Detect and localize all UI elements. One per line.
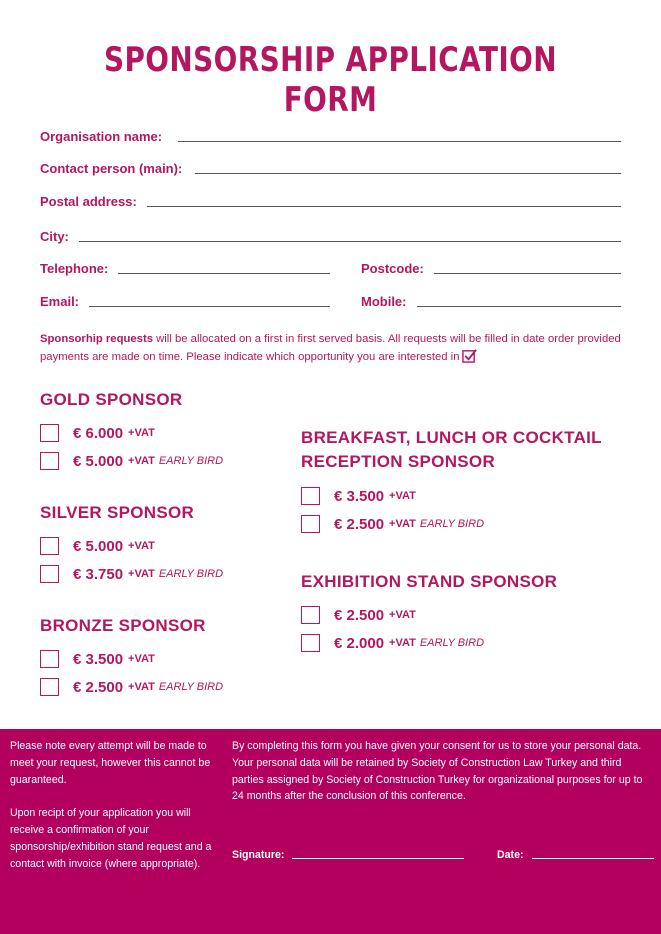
gold-checkbox-2[interactable] [40,452,59,470]
silver-option-1[interactable] [40,536,159,556]
exhibition-early-bird: EARLY BIRD [419,637,485,649]
gold-price-2: € 5.000 [73,452,124,470]
gold-heading: GOLD SPONSOR [40,390,183,409]
organisation-line[interactable] [178,141,621,142]
postcode-line[interactable] [434,273,621,274]
silver-vat-1: +VAT [128,540,155,552]
breakfast-option-2[interactable] [301,514,484,534]
silver-checkbox-1[interactable] [40,537,59,555]
postal-line[interactable] [147,206,621,207]
postal-label: Postal address: [40,194,137,209]
bronze-vat-1: +VAT [128,653,155,665]
silver-early-bird: EARLY BIRD [158,568,224,580]
gold-checkbox-1[interactable] [40,424,59,442]
bronze-heading: BRONZE SPONSOR [40,616,206,635]
exhibition-vat-1: +VAT [389,609,416,621]
gold-vat-1: +VAT [128,427,155,439]
exhibition-heading: EXHIBITION STAND SPONSOR [301,572,558,591]
exhibition-checkbox-1[interactable] [301,606,320,624]
exhibition-vat-2: +VAT [389,637,416,649]
signature-field[interactable] [232,845,464,861]
allocation-notice [40,331,630,366]
bronze-option-1[interactable] [40,649,159,669]
checkbox-tick-icon [462,348,477,363]
bronze-price-1: € 3.500 [73,650,124,668]
postal-field[interactable] [40,189,621,209]
contact-label: Contact person (main): [40,161,183,176]
email-field[interactable] [40,289,330,309]
telephone-line[interactable] [118,273,330,274]
silver-price-2: € 3.750 [73,565,124,583]
bronze-early-bird: EARLY BIRD [158,681,224,693]
silver-heading: SILVER SPONSOR [40,503,195,522]
footer-left-text [10,738,220,872]
city-line[interactable] [79,241,621,242]
signature-line[interactable] [292,858,464,859]
bronze-checkbox-1[interactable] [40,650,59,668]
exhibition-option-2[interactable] [301,633,484,653]
bronze-price-2: € 2.500 [73,678,124,696]
date-label: Date: [497,849,524,861]
breakfast-price-1: € 3.500 [334,487,385,505]
footer-panel [0,729,661,934]
breakfast-heading [301,426,602,474]
city-field[interactable] [40,224,621,244]
gold-option-1[interactable] [40,423,159,443]
date-line[interactable] [532,858,654,859]
bronze-option-2[interactable] [40,677,223,697]
notice-bold: Sponsorhip requests [40,333,153,345]
page-title: SPONSORSHIP APPLICATION FORM [103,40,558,120]
breakfast-heading-line1: BREAKFAST, LUNCH OR COCKTAIL [301,428,602,447]
notice-text: will be allocated on a first in first served basis. All requests will be filled in date order provided payments are made on time. Please indicate which opportunity you are interested in [40,333,621,363]
postcode-field[interactable] [361,256,621,276]
postcode-label: Postcode: [361,261,424,276]
organisation-field[interactable] [40,124,621,144]
breakfast-checkbox-1[interactable] [301,487,320,505]
bronze-vat-2: +VAT [128,681,155,693]
breakfast-checkbox-2[interactable] [301,515,320,533]
exhibition-price-1: € 2.500 [334,606,385,624]
breakfast-price-2: € 2.500 [334,515,385,533]
mobile-line[interactable] [417,306,622,307]
exhibition-checkbox-2[interactable] [301,634,320,652]
silver-price-1: € 5.000 [73,537,124,555]
telephone-field[interactable] [40,256,330,276]
signature-label: Signature: [232,849,285,861]
breakfast-heading-line2: RECEPTION SPONSOR [301,452,496,471]
organisation-label: Organisation name: [40,129,163,144]
breakfast-vat-1: +VAT [389,490,416,502]
date-field[interactable] [497,845,654,861]
contact-line[interactable] [195,173,621,174]
gold-early-bird: EARLY BIRD [158,455,224,467]
consent-text: By completing this form you have given your consent for us to store your personal data. Your personal data will be retained by Society of Construction Law Turkey and third parties assigned by Society of Construction Turkey for organizational purposes for up to 24 months after the conclusion of this conference. [232,740,643,803]
footer-note-2: Upon recipt of your application you will receive a confirmation of your sponsorship/exhibition stand request and a contact with invoice (where appropriate). [10,807,212,870]
breakfast-vat-2: +VAT [389,518,416,530]
gold-option-2[interactable] [40,451,223,471]
silver-checkbox-2[interactable] [40,565,59,583]
breakfast-option-1[interactable] [301,486,420,506]
gold-price-1: € 6.000 [73,424,124,442]
breakfast-early-bird: EARLY BIRD [419,518,485,530]
silver-option-2[interactable] [40,564,223,584]
bronze-checkbox-2[interactable] [40,678,59,696]
contact-field[interactable] [40,156,621,176]
email-label: Email: [40,294,80,309]
mobile-field[interactable] [361,289,621,309]
email-line[interactable] [89,306,330,307]
telephone-label: Telephone: [40,261,109,276]
city-label: City: [40,229,69,244]
mobile-label: Mobile: [361,294,407,309]
exhibition-price-2: € 2.000 [334,634,385,652]
exhibition-option-1[interactable] [301,605,420,625]
footer-note-1: Please note every attempt will be made to meet your request, however this cannot be guaranteed. [10,740,211,786]
silver-vat-2: +VAT [128,568,155,580]
gold-vat-2: +VAT [128,455,155,467]
